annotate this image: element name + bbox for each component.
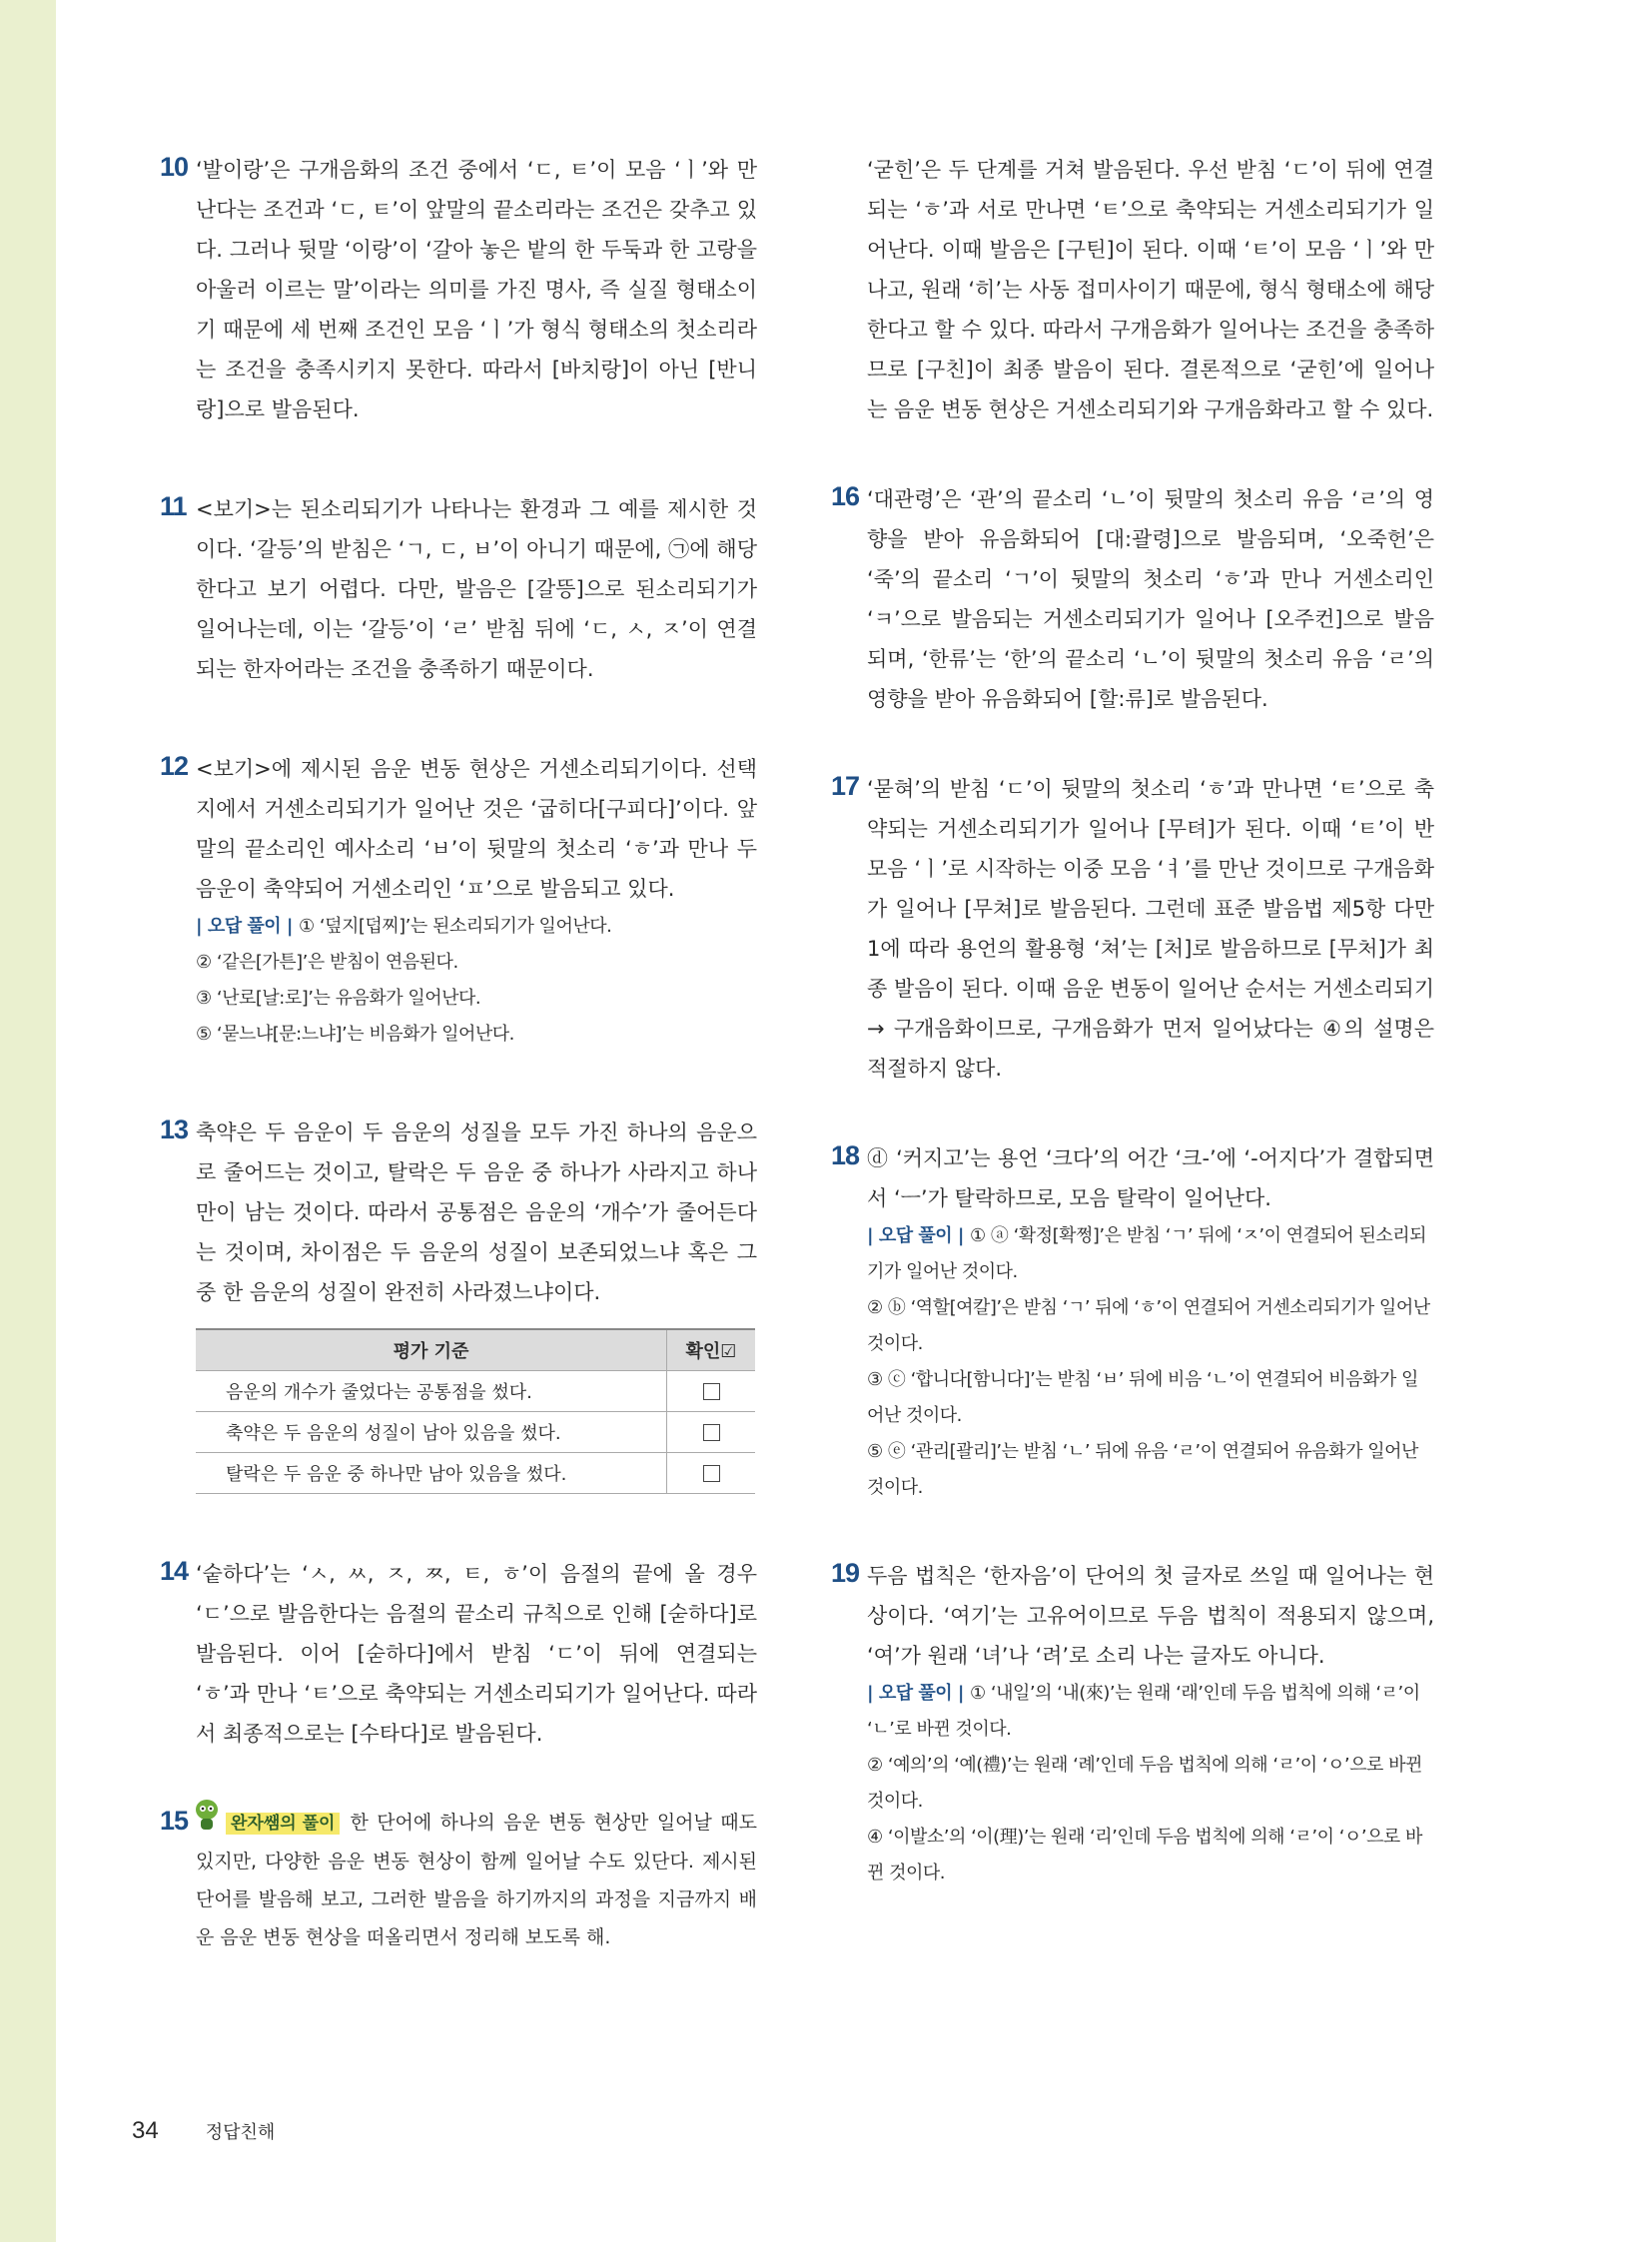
criteria-cell: 음운의 개수가 줄었다는 공통점을 썼다.	[196, 1371, 667, 1412]
answer-text: ‘굳힌’은 두 단계를 거쳐 발음된다. 우선 받침 ‘ㄷ’이 뒤에 연결되는 ‘ㅎ’과 서로 만나면 ‘ㅌ’으로 축약되는 거센소리되기가 일어난다. 이때 발음은 [구틴]이 된다. 이때 ‘ㅌ’이 모음 ‘ㅣ’와 만나고, 원래 ‘히’는 사동 접미사이기 때문에, 형식 형태소에 해당한다고 할 수 있다. 따라서 구개음화가 일어나는 조건을 충족하므로 [구친]이 최종 발음이 된다. 결론적으로 ‘굳힌’에 일어나는 음운 변동 현상은 거센소리되기와 구개음화라고 할 수 있다.	[867, 158, 1434, 421]
question-13	[160, 1113, 757, 1494]
answer-text: 축약은 두 음운이 두 음운의 성질을 모두 가진 하나의 음운으로 줄어드는 것이고, 탈락은 두 음운 중 하나가 사라지고 하나만이 남는 것이다. 따라서 공통점은 음운의 ‘개수’가 줄어든다는 것이며, 차이점은 두 음운의 성질이 보존되었느냐 혹은 그중 한 음운의 성질이 완전히 사라졌느냐이다.	[196, 1121, 757, 1304]
answer-text: ‘대관령’은 ‘관’의 끝소리 ‘ㄴ’이 뒷말의 첫소리 유음 ‘ㄹ’의 영향을 받아 유음화되어 [대:괄령]으로 발음되며, ‘오죽헌’은 ‘죽’의 끝소리 ‘ㄱ’이 뒷말의 첫소리 ‘ㅎ’과 만나 거센소리인 ‘ㅋ’으로 발음되는 거센소리되기가 일어나 [오주컨]으로 발음되며, ‘한류’는 ‘한’의 끝소리 ‘ㄴ’이 뒷말의 첫소리 유음 ‘ㄹ’의 영향을 받아 유음화되어 [할:류]로 발음된다.	[867, 487, 1434, 711]
question-number: 19	[831, 1558, 860, 1588]
table-header-check: 확인☑	[667, 1329, 756, 1371]
evaluation-table	[196, 1328, 755, 1494]
question-18	[831, 1138, 1434, 1506]
answer-text: ‘발이랑’은 구개음화의 조건 중에서 ‘ㄷ, ㅌ’이 모음 ‘ㅣ’와 만난다는 조건과 ‘ㄷ, ㅌ’이 앞말의 끝소리라는 조건은 갖추고 있다. 그러나 뒷말 ‘이랑’이 ‘갈아 놓은 밭의 한 두둑과 한 고랑을 아울러 이르는 말’이라는 의미를 가진 명사, 즉 실질 형태소이기 때문에 세 번째 조건인 모음 ‘ㅣ’가 형식 형태소의 첫소리라는 조건을 충족시키지 못한다. 따라서 [바치랑]이 아닌 [반니랑]으로 발음된다.	[196, 158, 757, 421]
question-17	[831, 769, 1434, 1089]
right-column	[831, 150, 1434, 1891]
question-number: 13	[160, 1115, 189, 1144]
wrong-answer-note	[867, 1676, 1434, 1748]
teacher-solution-badge	[196, 1804, 340, 1843]
question-number: 11	[160, 491, 187, 521]
wrong-answer-tag: | 오답 풀이 |	[867, 1683, 964, 1704]
note-line: ① ‘내일’의 ‘내(來)’는 원래 ‘래’인데 두음 법칙에 의해 ‘ㄹ’이 ‘ㄴ’로 바뀐 것이다.	[867, 1683, 1420, 1740]
table-row	[196, 1412, 755, 1453]
answer-text: ‘숱하다’는 ‘ㅅ, ㅆ, ㅈ, ㅉ, ㅌ, ㅎ’이 음절의 끝에 올 경우 ‘ㄷ’으로 발음한다는 음절의 끝소리 규칙으로 인해 [숟하다]로 발음된다. 이어 [숟하다]에서 받침 ‘ㄷ’이 뒤에 연결되는 ‘ㅎ’과 만나 ‘ㅌ’으로 축약되는 거센소리되기가 일어난다. 따라서 최종적으로는 [수타다]로 발음된다.	[196, 1562, 757, 1746]
wrong-answer-note	[196, 909, 757, 945]
left-column	[160, 150, 757, 1956]
question-14	[160, 1554, 757, 1754]
question-15-continued	[831, 150, 1434, 429]
criteria-cell: 축약은 두 음운의 성질이 남아 있음을 썼다.	[196, 1412, 667, 1453]
note-line: ② ‘같은[가튼]’은 받침이 연음된다.	[196, 952, 458, 973]
wrong-answer-tag: | 오답 풀이 |	[196, 916, 293, 937]
question-number: 10	[160, 152, 189, 182]
question-number: 14	[160, 1556, 189, 1586]
table-row	[196, 1453, 755, 1494]
checkbox[interactable]	[703, 1424, 720, 1441]
checkbox[interactable]	[703, 1383, 720, 1400]
question-11	[160, 489, 757, 689]
answer-text: ‘묻혀’의 받침 ‘ㄷ’이 뒷말의 첫소리 ‘ㅎ’과 만나면 ‘ㅌ’으로 축약되는 거센소리되기가 일어나 [무텨]가 된다. 이때 ‘ㅌ’이 반모음 ‘ㅣ’로 시작하는 이중 모음 ‘ㅕ’를 만난 것이므로 구개음화가 일어나 [무쳐]로 발음된다. 그런데 표준 발음법 제5항 다만 1에 따라 용언의 활용형 ‘쳐’는 [처]로 발음하므로 [무처]가 최종 발음이 된다. 이때 음운 변동이 일어난 순서는 거센소리되기 → 구개음화이므로, 구개음화가 먼저 일어났다는 ④의 설명은 적절하지 않다.	[867, 777, 1434, 1081]
question-number: 17	[831, 771, 860, 801]
answer-text: <보기>에 제시된 음운 변동 현상은 거센소리되기이다. 선택지에서 거센소리되기가 일어난 것은 ‘굽히다[구피다]’이다. 앞말의 끝소리인 예사소리 ‘ㅂ’이 뒷말의 첫소리 ‘ㅎ’과 만나 두 음운이 축약되어 거센소리인 ‘ㅍ’으로 발음되고 있다.	[196, 757, 757, 901]
question-number: 16	[831, 481, 860, 511]
note-line: ① ⓐ ‘확정[확쩡]’은 받침 ‘ㄱ’ 뒤에 ‘ㅈ’이 연결되어 된소리되기가 일어난 것이다.	[867, 1225, 1427, 1282]
criteria-cell: 탈락은 두 음운 중 하나만 남아 있음을 썼다.	[196, 1453, 667, 1494]
note-line: ① ‘덮지[덥찌]’는 된소리되기가 일어난다.	[299, 916, 612, 937]
wrong-answer-tag: | 오답 풀이 |	[867, 1225, 964, 1246]
page-number: 34	[132, 2117, 159, 2144]
teacher-solution-label: 완자쌤의 풀이	[226, 1813, 340, 1835]
note-line: ⑤ ⓔ ‘관리[괄리]’는 받침 ‘ㄴ’ 뒤에 유음 ‘ㄹ’이 연결되어 유음화가 일어난 것이다.	[867, 1441, 1418, 1498]
answer-text: 한 단어에 하나의 음운 변동 현상만 일어날 때도 있지만, 다양한 음운 변동 현상이 함께 일어날 수도 있단다. 제시된 단어를 발음해 보고, 그러한 발음을 하기까지의 과정을 지금까지 배운 음운 변동 현상을 떠올리면서 정리해 보도록 해.	[196, 1812, 757, 1948]
page-footer	[132, 2117, 275, 2145]
note-line: ③ ‘난로[날:로]’는 유음화가 일어난다.	[196, 988, 481, 1009]
question-10	[160, 150, 757, 429]
question-19	[831, 1556, 1434, 1891]
question-number: 12	[160, 751, 189, 781]
question-15	[160, 1804, 757, 1956]
question-12	[160, 749, 757, 1053]
wrong-answer-note	[867, 1218, 1434, 1290]
note-line: ③ ⓒ ‘합니다[함니다]’는 받침 ‘ㅂ’ 뒤에 비음 ‘ㄴ’이 연결되어 비음화가 일어난 것이다.	[867, 1369, 1418, 1426]
answer-text: ⓓ ‘커지고’는 용언 ‘크다’의 어간 ‘크-’에 ‘-어지다’가 결합되면서 ‘ㅡ’가 탈락하므로, 모음 탈락이 일어난다.	[867, 1146, 1434, 1210]
question-16	[831, 479, 1434, 719]
teacher-mascot-icon	[192, 1798, 222, 1832]
note-line: ④ ‘이발소’의 ‘이(理)’는 원래 ‘리’인데 두음 법칙에 의해 ‘ㄹ’이 ‘ㅇ’으로 바뀐 것이다.	[867, 1827, 1422, 1883]
answer-text: 두음 법칙은 ‘한자음’이 단어의 첫 글자로 쓰일 때 일어나는 현상이다. ‘여기’는 고유어이므로 두음 법칙이 적용되지 않으며, ‘여’가 원래 ‘녀’나 ‘려’로 소리 나는 글자도 아니다.	[867, 1564, 1434, 1668]
footer-title: 정답친해	[205, 2122, 276, 2143]
table-row	[196, 1371, 755, 1412]
note-line: ② ⓑ ‘역할[여칼]’은 받침 ‘ㄱ’ 뒤에 ‘ㅎ’이 연결되어 거센소리되기가 일어난 것이다.	[867, 1297, 1430, 1354]
question-number: 18	[831, 1140, 860, 1170]
note-line: ⑤ ‘묻느냐[문:느냐]’는 비음화가 일어난다.	[196, 1024, 514, 1045]
note-line: ② ‘예의’의 ‘예(禮)’는 원래 ‘례’인데 두음 법칙에 의해 ‘ㄹ’이 ‘ㅇ’으로 바뀐 것이다.	[867, 1755, 1422, 1812]
side-color-strip	[0, 0, 56, 2242]
checkbox[interactable]	[703, 1465, 720, 1482]
table-header-criteria: 평가 기준	[196, 1329, 667, 1371]
question-number: 15	[160, 1806, 189, 1836]
answer-text: <보기>는 된소리되기가 나타나는 환경과 그 예를 제시한 것이다. ‘갈등’의 받침은 ‘ㄱ, ㄷ, ㅂ’이 아니기 때문에, ㉠에 해당한다고 보기 어렵다. 다만, 발음은 [갈뜽]으로 된소리되기가 일어나는데, 이는 ‘갈등’이 ‘ㄹ’ 받침 뒤에 ‘ㄷ, ㅅ, ㅈ’이 연결되는 한자어라는 조건을 충족하기 때문이다.	[196, 497, 757, 681]
